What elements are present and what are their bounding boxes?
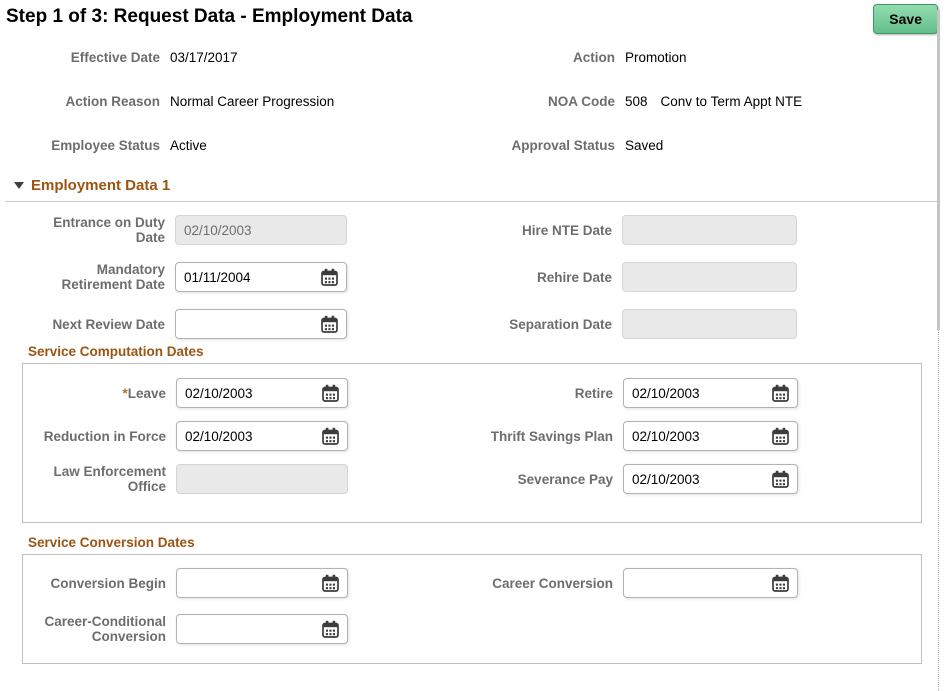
approval-status-value: Saved: [625, 138, 664, 153]
calendar-icon: [320, 315, 339, 334]
retire-date-calendar-button[interactable]: [763, 379, 797, 407]
career-conversion-date-input[interactable]: [624, 569, 763, 597]
separation-date-field: [622, 309, 797, 339]
leave-date-calendar-button[interactable]: [313, 379, 347, 407]
mandatory-retirement-date-field: [175, 262, 347, 292]
conversion-begin-label: Conversion Begin: [50, 575, 166, 591]
hire-nte-date-field: [622, 215, 797, 245]
field-row: [23, 464, 921, 494]
thrift-savings-plan-calendar-button[interactable]: [763, 422, 797, 450]
career-conversion-label: Career Conversion: [492, 575, 613, 591]
leave-label-text: Leave: [127, 385, 166, 401]
thrift-savings-plan-date-field: [623, 421, 798, 451]
severance-pay-date-input[interactable]: [624, 465, 763, 493]
employee-status-label: Employee Status: [51, 138, 160, 153]
employee-status-value: Active: [170, 138, 207, 153]
noa-code-number: 508: [625, 94, 648, 109]
next-review-date-calendar-button[interactable]: [312, 310, 346, 338]
effective-date-value: 03/17/2017: [170, 50, 238, 65]
severance-pay-date-field: [623, 464, 798, 494]
next-review-date-input[interactable]: [176, 310, 312, 338]
retire-label: Retire: [574, 385, 613, 401]
thrift-savings-plan-label: Thrift Savings Plan: [490, 428, 613, 444]
entrance-on-duty-date-input: [176, 216, 346, 244]
career-conversion-date-field: [623, 568, 798, 598]
hire-nte-date-input: [623, 216, 796, 244]
career-conditional-conversion-date-input[interactable]: [177, 615, 313, 643]
career-conditional-conversion-label: Career-Conditional Conversion: [44, 614, 166, 644]
leave-label: [36, 386, 166, 401]
scrollbar-thumb[interactable]: [937, 10, 940, 330]
employment-data-1-fields: [0, 215, 950, 339]
next-review-date-field: [175, 309, 347, 339]
field-row: [23, 421, 921, 451]
separation-date-label: Separation Date: [509, 316, 612, 332]
law-enforcement-office-field: [176, 464, 348, 494]
action-reason-label: Action Reason: [65, 94, 160, 109]
page-header: [0, 0, 950, 36]
triangle-down-icon: [14, 182, 24, 189]
rehire-date-label: Rehire Date: [536, 269, 612, 285]
severance-pay-label: Severance Pay: [517, 471, 613, 487]
reduction-in-force-date-field: [176, 421, 348, 451]
mandatory-retirement-date-input[interactable]: [176, 263, 312, 291]
field-row: [0, 262, 950, 292]
retire-date-input[interactable]: [624, 379, 763, 407]
rehire-date-input: [623, 263, 796, 291]
mandatory-retirement-date-label: Mandatory Retirement Date: [61, 262, 165, 292]
page-title: Step 1 of 3: Request Data - Employment Data: [6, 6, 413, 27]
effective-date-label: Effective Date: [70, 50, 160, 65]
section-header-service-computation-dates: Service Computation Dates: [28, 344, 204, 359]
conversion-begin-calendar-button[interactable]: [313, 569, 347, 597]
hire-nte-date-label: Hire NTE Date: [521, 222, 612, 238]
mandatory-retirement-date-calendar-button[interactable]: [312, 263, 346, 291]
law-enforcement-office-input: [177, 465, 347, 493]
reduction-in-force-calendar-button[interactable]: [313, 422, 347, 450]
law-enforcement-office-label: Law Enforcement Office: [53, 464, 166, 494]
service-computation-dates-box: [22, 363, 922, 523]
calendar-icon: [771, 574, 790, 593]
career-conditional-conversion-date-field: [176, 614, 348, 644]
calendar-icon: [321, 384, 340, 403]
field-row: [23, 568, 921, 598]
summary-section: [0, 50, 950, 154]
summary-row: [0, 94, 950, 110]
career-conditional-conversion-calendar-button[interactable]: [313, 615, 347, 643]
leave-date-input[interactable]: [177, 379, 313, 407]
summary-row: [0, 138, 950, 154]
action-label: Action: [573, 50, 615, 65]
retire-date-field: [623, 378, 798, 408]
section-header-employment-data-1[interactable]: [5, 177, 937, 202]
save-button[interactable]: Save: [873, 4, 938, 34]
field-row: [0, 309, 950, 339]
service-conversion-dates-box: [22, 554, 922, 664]
calendar-icon: [771, 384, 790, 403]
rehire-date-field: [622, 262, 797, 292]
conversion-begin-date-field: [176, 568, 348, 598]
noa-code-label: NOA Code: [548, 94, 615, 109]
field-row: [0, 215, 950, 245]
noa-code-description: Conv to Term Appt NTE: [660, 94, 803, 109]
calendar-icon: [771, 427, 790, 446]
summary-row: [0, 50, 950, 66]
severance-pay-calendar-button[interactable]: [763, 465, 797, 493]
required-marker: *: [122, 385, 128, 401]
action-reason-value: Normal Career Progression: [170, 94, 335, 109]
conversion-begin-date-input[interactable]: [177, 569, 313, 597]
action-value: Promotion: [625, 50, 687, 65]
calendar-icon: [771, 470, 790, 489]
field-row: [23, 614, 921, 644]
calendar-icon: [321, 574, 340, 593]
next-review-date-label: Next Review Date: [52, 316, 165, 332]
career-conversion-calendar-button[interactable]: [763, 569, 797, 597]
thrift-savings-plan-date-input[interactable]: [624, 422, 763, 450]
noa-code-value: [625, 94, 802, 110]
reduction-in-force-date-input[interactable]: [177, 422, 313, 450]
section-title: Employment Data 1: [31, 177, 171, 194]
calendar-icon: [321, 427, 340, 446]
calendar-icon: [321, 620, 340, 639]
entrance-on-duty-date-label: Entrance on Duty Date: [53, 215, 165, 245]
calendar-icon: [320, 268, 339, 287]
separation-date-input: [623, 310, 796, 338]
field-row: [23, 378, 921, 408]
reduction-in-force-label: Reduction in Force: [43, 428, 166, 444]
leave-date-field: [176, 378, 348, 408]
approval-status-label: Approval Status: [511, 138, 615, 153]
scrollbar-track[interactable]: [938, 330, 939, 691]
section-header-service-conversion-dates: Service Conversion Dates: [28, 535, 195, 550]
entrance-on-duty-date-field: [175, 215, 347, 245]
